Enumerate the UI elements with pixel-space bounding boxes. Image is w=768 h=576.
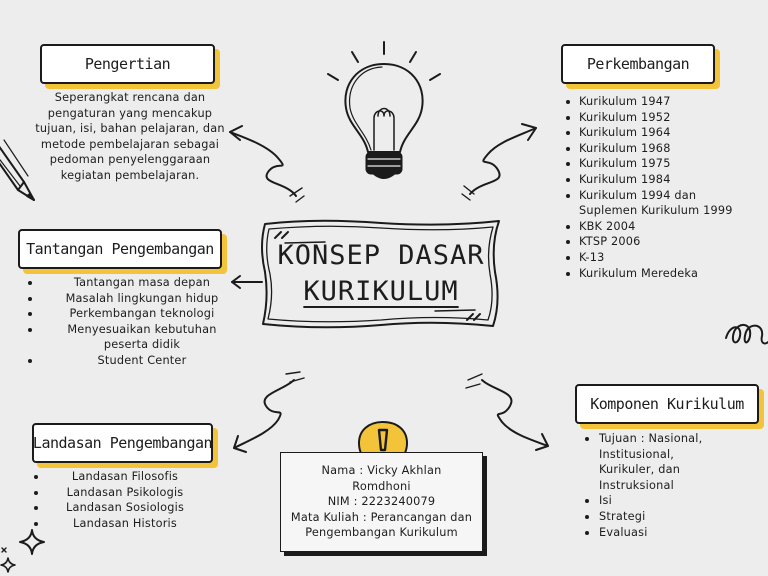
list-item: Kurikulum Meredeka [564,266,764,282]
center-title [262,222,500,326]
pengertian-line: Seperangkat rencana dan [54,91,206,104]
info-line: Nama : Vicky Akhlan [321,464,442,477]
list-item: KBK 2004 [564,219,764,235]
info-line: Romdhoni [352,479,411,493]
list-item: KTSP 2006 [564,234,764,250]
arrow-icon [462,366,554,454]
list-item: Landasan Sosiologis [52,500,198,516]
landasan-list [52,469,198,531]
list-item: Perkembangan teknologi [46,306,230,322]
pengertian-line: metode pembelajaran sebagai [40,137,220,151]
pengertian-line: kegiatan pembelajaran. [60,168,200,182]
list-item: K-13 [564,250,764,266]
list-item: Isi [582,493,732,509]
info-line: NIM : 2223240079 [327,495,436,509]
arrow-icon [226,124,306,204]
pengertian-line: pengaturan yang mencakup [47,106,213,120]
list-item: Strategi [582,509,732,525]
perkembangan-list [564,94,764,281]
list-item: Landasan Filosofis [52,469,198,485]
arrow-icon [228,274,264,290]
pengertian-title: Pengertian [40,44,215,84]
list-item: Kurikulum 1964 [564,125,764,141]
arrow-icon [460,122,542,202]
sparkle-icon [0,528,46,576]
center-title-line: KONSEP DASAR [277,240,485,271]
arrow-icon [228,368,312,454]
tantangan-title: Tantangan Pengembangan [18,229,222,269]
info-line: Mata Kuliah : Perancangan dan [290,510,473,524]
info-line: Pengembangan Kurikulum [305,526,458,540]
list-item: Kurikulum 1975 [564,156,764,172]
list-item: Student Center [46,353,230,369]
list-item: Kurikulum 1968 [564,141,764,157]
perkembangan-title: Perkembangan [561,44,715,84]
list-item: Kurikulum 1947 [564,94,764,110]
center-title-line: KURIKULUM [303,276,459,307]
pengertian-text [14,90,246,184]
tantangan-list [46,275,230,369]
list-item: Tujuan : Nasional, Institusional, Kurikuler, dan Instruksional [582,431,717,493]
pencil-icon [0,140,42,206]
list-item: Evaluasi [582,525,732,541]
list-item: Tantangan masa depan [46,275,230,291]
landasan-title: Landasan Pengembangan [32,423,213,463]
pengertian-line: tujuan, isi, bahan pelajaran, dan [35,122,225,136]
author-info-box [280,452,483,552]
komponen-list [582,431,732,540]
list-item: Landasan Psikologis [52,485,198,501]
komponen-title: Komponen Kurikulum [575,384,759,424]
spiral-icon [724,316,768,352]
lightbulb-icon [322,40,446,190]
list-item: Kurikulum 1984 [564,172,764,188]
list-item: Menyesuaikan kebutuhan peserta didik [46,322,230,353]
list-item: Masalah lingkungan hidup [46,291,230,307]
list-item: Landasan Historis [52,516,198,532]
list-item: Kurikulum 1994 dan Suplemen Kurikulum 1999 [564,188,734,219]
pengertian-line: pedoman penyelenggaraan [49,153,211,167]
list-item: Kurikulum 1952 [564,110,764,126]
